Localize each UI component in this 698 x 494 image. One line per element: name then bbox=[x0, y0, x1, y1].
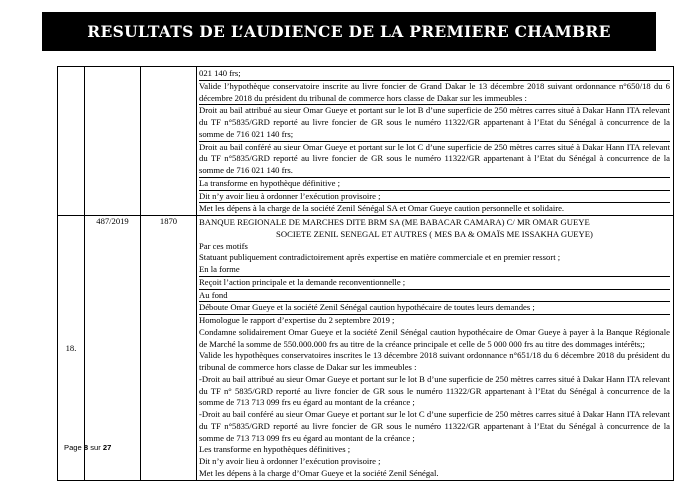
decision-line: Condamne solidairement Omar Gueye et la société Zenil Sénégal caution hypothécaire de Omar Gueye à payer à la Banque Régionale de Marché la somme de 550.000.000 frs au titre de la créance principale et celle de 5 000 000 frs au titre des dommages intérêts;; bbox=[199, 326, 670, 349]
page-number: 8 bbox=[83, 443, 89, 452]
cell-decision bbox=[197, 67, 674, 216]
decision-line: Droit au bail attribué au sieur Omar Gueye et portant sur le lot B d’une superficie de 250 mètres carres situé à Dakar Hann ITA relevant du TF n°5835/GRD reporté au livre foncier de GR sous le numéro 11322/GR appartenant à l’Etat du Sénégal à concurrence de la somme de 716 021 140 frs; bbox=[199, 105, 670, 139]
cell-registre: 487/2019 bbox=[85, 216, 141, 481]
decision-line: Statuant publiquement contradictoirement après expertise en matière commerciale et en premier ressort ; bbox=[199, 252, 561, 263]
decision-line: Les transforme en hypothèques définitives ; bbox=[199, 444, 351, 455]
decision-line: 021 140 frs; bbox=[199, 68, 241, 78]
results-table bbox=[57, 66, 674, 481]
page-title: RESULTATS DE L’AUDIENCE DE LA PREMIERE CHAMBRE bbox=[42, 12, 656, 51]
decision-line: Met les dépens à la charge de la société Zenil Sénégal SA et Omar Gueye caution personnelle et solidaire. bbox=[199, 202, 670, 215]
decision-line: Reçoit l’action principale et la demande reconventionnelle ; bbox=[199, 276, 670, 289]
decision-line: Homologue le rapport d’expertise du 2 septembre 2019 ; bbox=[199, 314, 670, 327]
table-row-18 bbox=[58, 216, 674, 481]
parties-line: BANQUE REGIONALE DE MARCHES DITE BRM SA (ME BABACAR CAMARA) C/ MR OMAR GUEYE bbox=[199, 217, 590, 227]
page-word: Page bbox=[64, 443, 82, 452]
decision-line: Dit n’y avoir lieu à ordonner l’exécution provisoire ; bbox=[199, 190, 670, 203]
decision-line: Valide les hypothèques conservatoires inscrites le 13 décembre 2018 suivant ordonnance n°651/18 du 6 décembre 2018 du président du tribunal de commerce hors classe de Dakar sur les immeubles : bbox=[199, 350, 670, 372]
decision-line: Met les dépens à la charge d’Omar Gueye et la société Zenil Sénégal. bbox=[199, 467, 439, 478]
decision-line: Dit n’y avoir lieu à ordonner l’exécution provisoire ; bbox=[199, 456, 381, 466]
decision-line: En la forme bbox=[199, 264, 240, 274]
cell-dossier bbox=[141, 67, 197, 216]
sur-word: sur bbox=[90, 443, 101, 452]
page-footer bbox=[64, 443, 111, 452]
decision-line: La transforme en hypothèque définitive ; bbox=[199, 177, 670, 190]
decision-line: Déboute Omar Gueye et la société Zenil Sénégal caution hypothécaire de toutes leurs demandes ; bbox=[199, 301, 670, 314]
cell-decision bbox=[197, 216, 674, 481]
decision-line: Droit au bail conféré au sieur Omar Gueye et portant sur le lot C d’une superficie de 250 mètres carres situé à Dakar Hann ITA relevant du TF n°5835/GRD reporté au livre foncier de GR sous le numéro 11322/GR appartenant à l’Etat du Sénégal à concurrence de la somme de 716 021 140 frs. bbox=[199, 141, 670, 175]
cell-dossier: 1870 bbox=[141, 216, 197, 481]
decision-line: Par ces motifs bbox=[199, 240, 248, 251]
table-row-continued bbox=[58, 67, 674, 216]
cell-registre bbox=[85, 67, 141, 216]
decision-line: -Droit au bail attribué au sieur Omar Gueye et portant sur le lot B d’une superficie de 250 mètres carres situé à Dakar Hann ITA relevant du TF n° 5835/GRD reporté au livre foncier de GR sous le numéro 11322/GR appartenant à l’Etat du Sénégal à concurrence de la somme de 713 713 099 frs eu égard au montant de la créance ; bbox=[199, 373, 670, 408]
decision-line: Valide l’hypothèque conservatoire inscrite au livre foncier de Grand Dakar le 13 décembre 2018 suivant ordonnance n°650/18 du 6 décembre 2018 du président du tribunal de commerce hors classe de Dakar sur les immeubles : bbox=[199, 80, 670, 103]
parties-line: SOCIETE ZENIL SENEGAL ET AUTRES ( MES BA & OMAÏS ME ISSAKHA GUEYE) bbox=[276, 228, 593, 239]
decision-line: Au fond bbox=[199, 289, 670, 302]
cell-number: 18. bbox=[58, 216, 85, 481]
decision-line: -Droit au bail conféré au sieur Omar Gueye et portant sur le lot C d’une superficie de 250 mètres carres situé à Dakar Hann ITA relevant du TF n°5835/GRD reporté au livre foncier de GR sous le numéro 11322/GR appartenant à l’Etat du Sénégal à concurrence de la somme de 713 713 099 frs eu égard au montant de la créance ; bbox=[199, 409, 670, 443]
cell-number bbox=[58, 67, 85, 216]
page-total: 27 bbox=[102, 443, 112, 452]
